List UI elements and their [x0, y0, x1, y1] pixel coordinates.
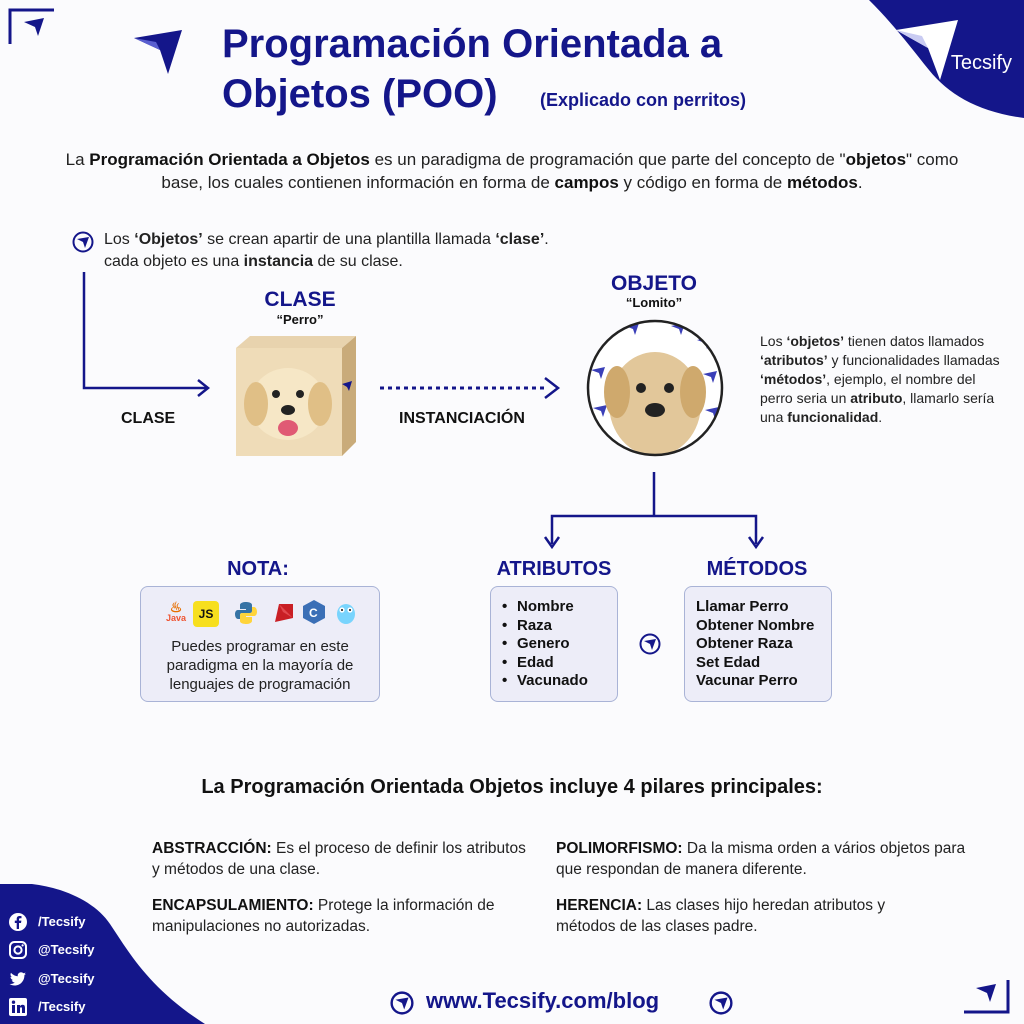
objeto-name: “Lomito”	[625, 295, 683, 310]
linkedin-handle[interactable]: /Tecsify	[38, 999, 86, 1014]
nota-box	[140, 586, 380, 702]
nota-text: Puedes programar en este paradigma en la mayoría de lenguajes de programación	[166, 638, 354, 693]
instanciacion-label: INSTANCIACIÓN	[399, 410, 525, 427]
page-title: Objetos (POO)	[222, 72, 498, 116]
puppy-object-image	[585, 318, 725, 458]
nota-title: NOTA:	[227, 558, 289, 580]
instagram-handle[interactable]: @Tecsify	[38, 942, 95, 957]
java-icon: ♨ Java	[165, 599, 187, 623]
javascript-icon: JS	[193, 601, 219, 627]
linkedin-icon[interactable]	[8, 997, 28, 1017]
clase-name: “Perro”	[276, 312, 324, 327]
twitter-handle[interactable]: @Tecsify	[38, 971, 95, 986]
clase-title: CLASE	[264, 288, 336, 311]
metodos-box	[684, 586, 832, 702]
facebook-icon[interactable]	[8, 912, 28, 932]
atributo-item: • Edad	[517, 654, 617, 673]
pillars-heading: La Programación Orientada Objetos incluye 4 pilares principales:	[201, 776, 823, 798]
intro-text: La Programación Orientada a Objetos es un paradigma de programación que parte del concepto de "objetos" como base, los cuales contienen información en forma de campos y código en forma de métodos.	[65, 150, 959, 192]
go-icon	[333, 599, 359, 625]
brand-name: Tecsify	[950, 52, 1012, 74]
atributos-title: ATRIBUTOS	[496, 558, 612, 580]
atributo-item: • Vacunado	[517, 672, 617, 691]
metodos-title: MÉTODOS	[706, 558, 808, 580]
corner-logo-icon	[8, 8, 56, 44]
twitter-icon[interactable]	[8, 969, 28, 989]
metodo-item: Llamar Perro	[696, 598, 789, 615]
metodo-item: Vacunar Perro	[696, 672, 798, 690]
page-title: Programación Orientada a	[222, 22, 723, 66]
tecsify-bullet-icon	[639, 633, 661, 655]
metodo-item: Set Edad	[696, 653, 761, 671]
atributo-item: • Raza	[517, 617, 617, 636]
atributos-box	[490, 586, 618, 702]
facebook-handle[interactable]: /Tecsify	[38, 914, 86, 929]
pillar-polimorfismo: POLIMORFISMO: Da la misma orden a vários objetos para que respondan de manera diferente.	[556, 840, 966, 878]
puppy-cube-image	[230, 334, 360, 458]
svg-text:C: C	[309, 606, 318, 620]
tecsify-bullet-icon	[709, 991, 733, 1015]
pillar-herencia: HERENCIA: Las clases hijo heredan atributos y métodos de las clases padre.	[556, 897, 886, 935]
metodo-item: Obtener Nombre	[696, 616, 815, 634]
page-subtitle: (Explicado con perritos)	[540, 90, 747, 110]
objects-side-note: Los ‘objetos’ tienen datos llamados ‘atributos’ y funcionalidades llamadas ‘métodos’, ejemplo, el nombre del perro seria un atributo, llamarlo sería una funcionalidad.	[760, 333, 1000, 425]
atributo-item: • Genero	[517, 635, 617, 654]
tecsify-bullet-icon	[390, 991, 414, 1015]
cplusplus-icon	[301, 599, 327, 625]
objects-note: Los ‘Objetos’ se crean apartir de una plantilla llamada ‘clase’. cada objeto es una instancia de su clase.	[104, 231, 549, 270]
atributo-item: • Nombre	[517, 598, 617, 617]
corner-logo-icon	[962, 978, 1010, 1014]
clase-label: CLASE	[121, 410, 176, 427]
blog-url-link[interactable]: www.Tecsify.com/blog	[426, 988, 660, 1013]
tecsify-bullet-icon	[72, 231, 94, 253]
pillar-abstraccion: ABSTRACCIÓN: Es el proceso de definir los atributos y métodos de una clase.	[152, 840, 526, 878]
objeto-title: OBJETO	[611, 272, 697, 295]
ruby-icon	[271, 600, 297, 626]
pillar-encapsulamiento: ENCAPSULAMIENTO: Protege la información de manipulaciones no autorizadas.	[152, 897, 495, 935]
tecsify-logo-icon	[132, 28, 184, 76]
metodo-item: Obtener Raza	[696, 635, 793, 653]
instagram-icon[interactable]	[8, 940, 28, 960]
python-icon	[233, 600, 259, 626]
